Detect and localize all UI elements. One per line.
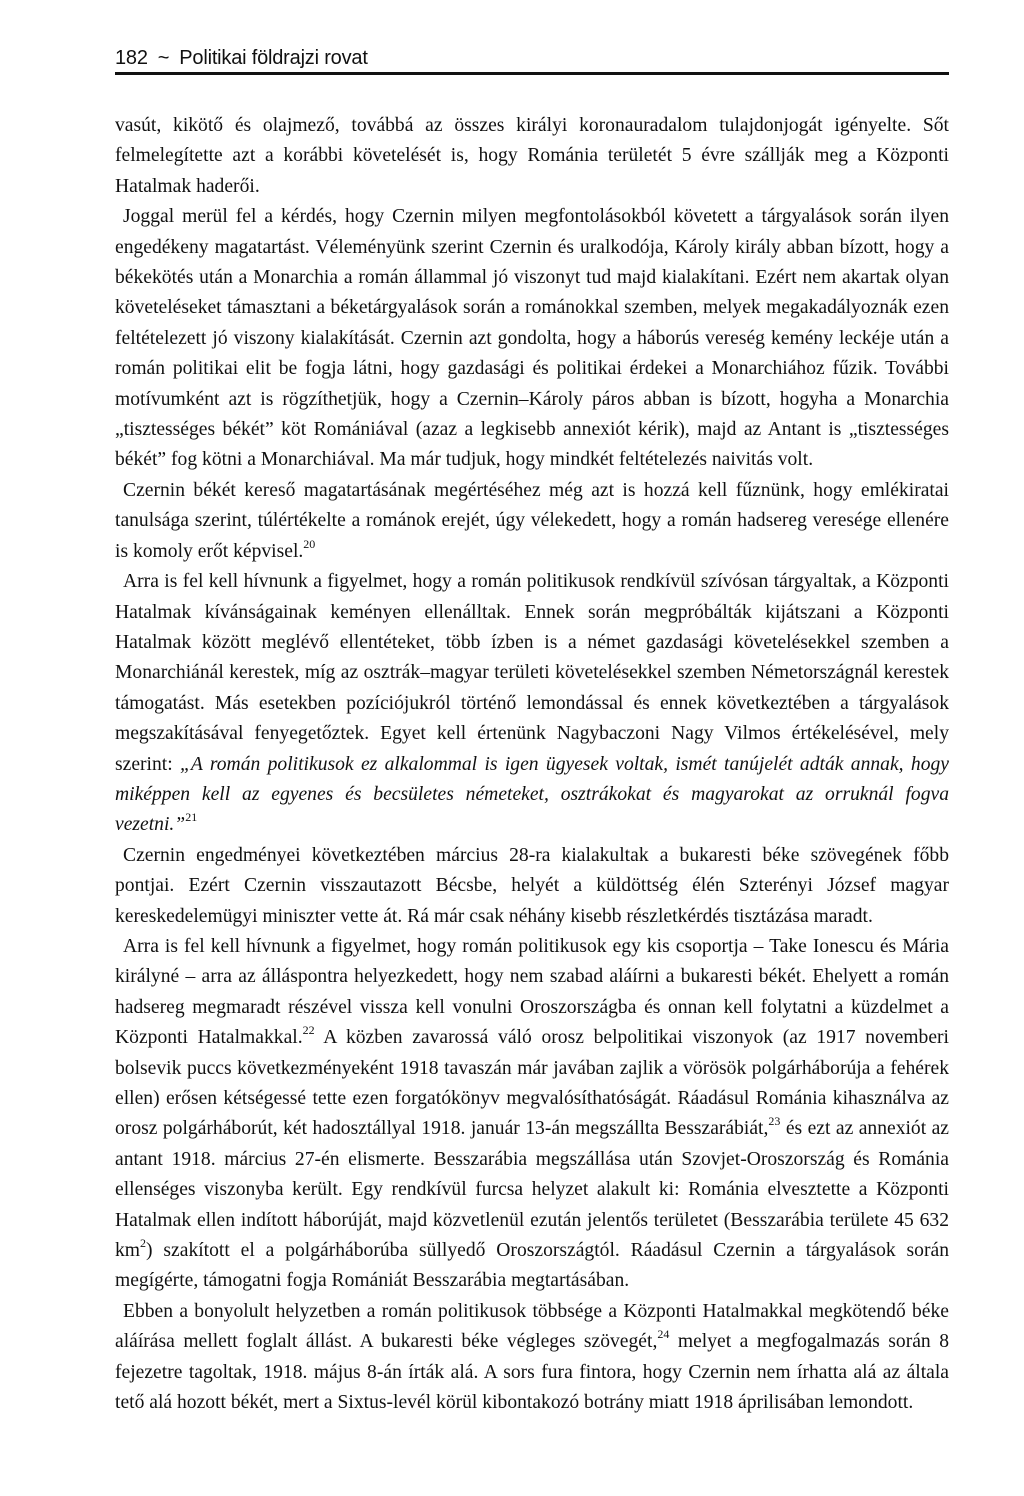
paragraph-text: Arra is fel kell hívnunk a figyelmet, hogy a román politikusok rendkívül szívósan tárgyaltak, a Központi Hatalmak kívánságainak keményen ellenálltak. Ennek során megpróbálták kijátszani a Központi Hatalmak között meglévő ellentéteket, több ízben is a német gazdasági követelésekkel szemben a Monarchiánál kerestek, míg az osztrák–magyar területi követelésekkel szemben Németországnál kerestek támogatást. Más esetekben pozíciójukról történő lemondással és ennek következtében a tárgyalások megszakításával fenyegetőztek. Egyet kell értenünk Nagybaczoni Nagy Vilmos értékelésével, mely szerint: [115,571,949,775]
paragraph-4 [115,567,949,841]
section-title: Politikai földrajzi rovat [179,47,368,69]
paragraph-text: Joggal merül fel a kérdés, hogy Czernin milyen megfontolásokból követett a tárgyalások során ilyen engedékeny magatartást. Véleményünk szerint Czernin és uralkodója, Károly király abban bízott, hogy a békekötés után a Monarchia a román állammal jó viszonyt tud majd kialakítani. Ezért nem akartak olyan követeléseket támasztani a béketárgyalások során a románokkal szemben, melyek megakadályoznák ezen feltételezett jó viszony kialakítását. Czernin azt gondolta, hogy a háborús vereség kemény leckéje után a román politikai elit be fogja látni, hogy gazdasági és politikai érdekei a Monarchiához fűzik. További motívumként azt is rögzíthetjük, hogy a Czernin–Károly páros abban is bízott, hogyha a Monarchia „tisztességes békét” köt Romániával (azaz a legkisebb annexiót kérik), majd az Antant is „tisztességes békét” fog kötni a Monarchiával. Ma már tudjuk, hogy mindkét feltételezés naivitás volt. [115,206,949,471]
quotation: „A román politikusok ez alkalommal is igen ügyesek voltak, ismét tanújelét adták annak, hogy miképpen kell az egyenes és becsületes németeket, osztrákokat és magyarokat az orruknál fogva vezetni.” [115,753,949,836]
running-head [115,40,949,75]
paragraph-1 [115,111,949,202]
footnote-ref: 21 [185,810,198,825]
page [115,40,949,1418]
paragraph-text: A közben zavarossá váló orosz belpolitikai viszonyok (az 1917 novemberi bolsevik puccs következményeként 1918 tavaszán már javában zajlik a vörösök polgárháborúja a fehérek ellen) erősen kétségessé tette ezen forgatókönyv megvalósíthatóságát. Ráadásul Románia kihasználva az orosz polgárháborút, két hadosztállyal 1918. január 13-án megszállta Besszarábiát, [115,1027,949,1140]
page-number: 182 [115,47,148,69]
footnote-ref: 22 [302,1023,315,1038]
footnote-ref: 24 [657,1327,670,1342]
paragraph-text: és ezt az annexiót az antant 1918. március 27-én elismerte. Besszarábia megszállása után Szovjet-Oroszország és Románia ellenséges viszonyba került. Egy rendkívül furcsa helyzet alakult ki: Románia elvesztette a Központi Hatalmak ellen indított háborúját, majd közvetlenül ezután jelentős területet (Besszarábia területe 45 632 km [115,1118,950,1262]
superscript: 2 [140,1236,147,1251]
paragraph-7 [115,1297,949,1419]
paragraph-6 [115,932,949,1297]
footnote-ref: 23 [768,1114,781,1129]
paragraph-text: ) szakított el a polgárháborúba süllyedő Oroszországtól. Ráadásul Czernin a tárgyalások során megígérte, támogatni fogja Romániát Besszarábia megtartásában. [115,1240,949,1292]
paragraph-2 [115,202,949,476]
paragraph-5 [115,841,949,932]
header-separator: ~ [157,47,170,69]
paragraph-text: melyet a megfogalmazás során 8 fejezetre tagoltak, 1918. május 8-án írták alá. A sors fura fintora, hogy Czernin nem írhatta alá az általa tető alá hozott békét, mert a Sixtus-levél körül kibontakozó botrány miatt 1918 áprilisában lemondott. [115,1331,949,1414]
paragraph-text: Arra is fel kell hívnunk a figyelmet, hogy román politikusok egy kis csoportja – Take Ionescu és Mária királyné – arra az álláspontra helyezkedett, hogy nem szabad aláírni a bukaresti békét. Ehelyett a román hadsereg megmaradt részével vissza kell vonulni Oroszországba és onnan kell folytatni a küzdelmet a Központi Hatalmakkal. [115,935,949,1049]
article-body [115,111,949,1418]
paragraph-text: vasút, kikötő és olajmező, továbbá az összes királyi koronauradalom tulajdonjogát igényelte. Sőt felmelegítette azt a korábbi követelését is, hogy Románia területét 5 évre szállják meg a Központi Hatalmak haderői. [115,115,949,197]
paragraph-text: Ebben a bonyolult helyzetben a román politikusok többsége a Központi Hatalmakkal megkötendő béke aláírása mellett foglalt állást. A bukaresti béke végleges szövegét, [115,1300,949,1353]
paragraph-3 [115,476,949,567]
paragraph-text: Czernin békét kereső magatartásának megértéséhez még azt is hozzá kell fűznünk, hogy emlékiratai tanulsága szerint, túlértékelte a románok erejét, úgy vélekedett, hogy a román hadsereg veresége ellenére is komoly erőt képvisel. [115,479,949,562]
footnote-ref: 20 [303,536,316,551]
paragraph-text: Czernin engedményei következtében március 28-ra kialakultak a bukaresti béke szövegének főbb pontjai. Ezért Czernin visszautazott Bécsbe, helyét a küldöttség élén Szterényi József magyar kereskedelemügyi miniszter vette át. Rá már csak néhány kisebb részletkérdés tisztázása maradt. [115,844,949,927]
